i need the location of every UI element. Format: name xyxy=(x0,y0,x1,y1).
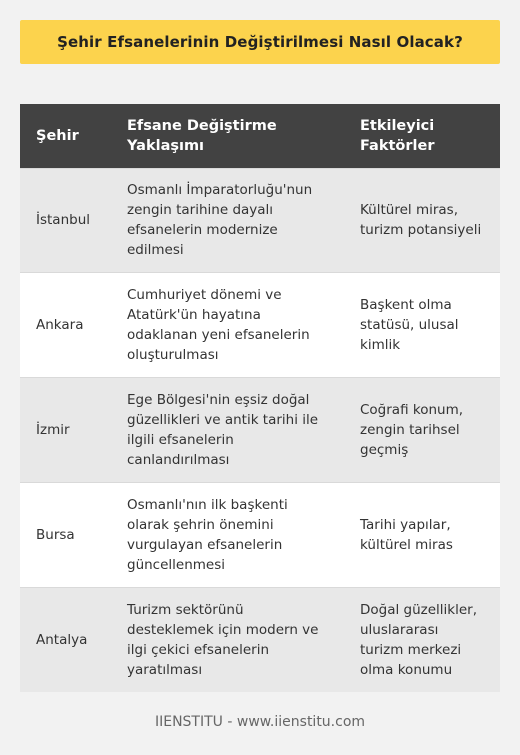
page-title: Şehir Efsanelerinin Değiştirilmesi Nasıl Olacak? xyxy=(57,33,463,51)
cell-approach: Osmanlı'nın ilk başkenti olarak şehrin önemini vurgulayan efsanelerin güncellenmesi xyxy=(111,482,344,587)
header-city: Şehir xyxy=(20,104,111,168)
header-factors: Etkileyici Faktörler xyxy=(344,104,500,168)
cell-city: Antalya xyxy=(20,587,111,692)
cell-city: İstanbul xyxy=(20,168,111,273)
cell-factors: Başkent olma statüsü, ulusal kimlik xyxy=(344,273,500,378)
table-row xyxy=(20,378,500,483)
cell-city: İzmir xyxy=(20,378,111,483)
table-row xyxy=(20,168,500,273)
cell-factors: Kültürel miras, turizm potansiyeli xyxy=(344,168,500,273)
footer-credit: IIENSTITU - www.iienstitu.com xyxy=(154,714,366,730)
cell-approach: Osmanlı İmparatorluğu'nun zengin tarihine dayalı efsanelerin modernize edilmesi xyxy=(111,168,344,273)
cell-city: Ankara xyxy=(20,273,111,378)
table-row xyxy=(20,587,500,692)
cell-approach: Ege Bölgesi'nin eşsiz doğal güzellikleri ve antik tarihi ile ilgili efsanelerin canlandırılması xyxy=(111,378,344,483)
cell-factors: Coğrafi konum, zengin tarihsel geçmiş xyxy=(344,378,500,483)
cell-factors: Tarihi yapılar, kültürel miras xyxy=(344,482,500,587)
header-approach: Efsane Değiştirme Yaklaşımı xyxy=(111,104,344,168)
table-header-row xyxy=(20,104,500,168)
comparison-table xyxy=(20,104,500,692)
table-row xyxy=(20,482,500,587)
cell-city: Bursa xyxy=(20,482,111,587)
cell-factors: Doğal güzellikler, uluslararası turizm merkezi olma konumu xyxy=(344,587,500,692)
cell-approach: Turizm sektörünü desteklemek için modern ve ilgi çekici efsanelerin yaratılması xyxy=(111,587,344,692)
cell-approach: Cumhuriyet dönemi ve Atatürk'ün hayatına odaklanan yeni efsanelerin oluşturulması xyxy=(111,273,344,378)
title-banner xyxy=(20,20,500,64)
table-row xyxy=(20,273,500,378)
